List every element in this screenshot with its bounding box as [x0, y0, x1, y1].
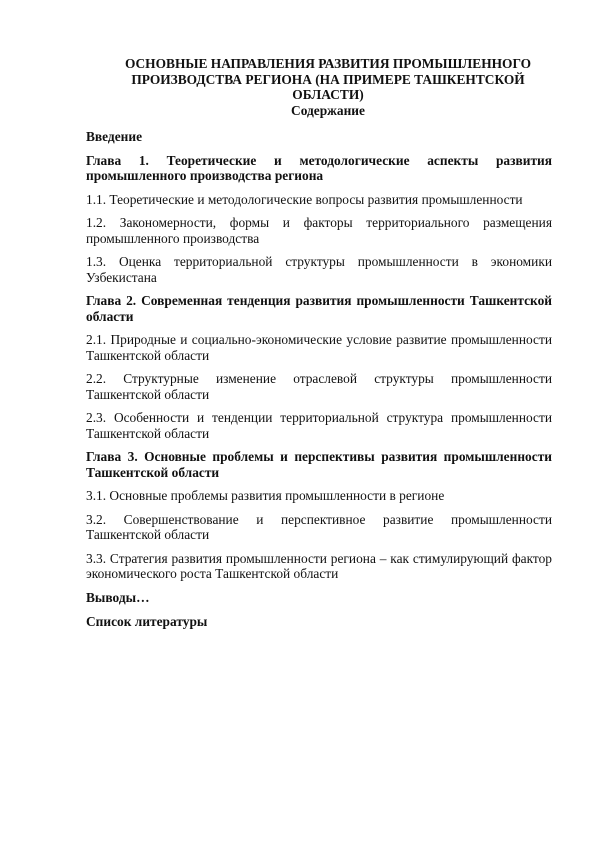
- toc-entry-2-1: 2.1. Природные и социально-экономические условие развитие промышленности Ташкентской области: [86, 332, 552, 363]
- toc-entry-3-1: 3.1. Основные проблемы развития промышленности в регионе: [86, 488, 445, 503]
- toc-entry-conclusions: Выводы…: [86, 589, 150, 605]
- document-page: [86, 56, 552, 638]
- toc-entry-1-1: 1.1. Теоретические и методологические вопросы развития промышленности: [86, 191, 523, 207]
- toc-entry-chapter-2: Глава 2. Современная тенденция развития промышленности Ташкентской области: [86, 293, 552, 324]
- toc-entry-2-2: 2.2. Структурные изменение отраслевой структуры промышленности Ташкентской области: [86, 371, 552, 402]
- toc-entry-1-2: 1.2. Закономерности, формы и факторы территориального размещения промышленного производства: [86, 215, 552, 246]
- toc-entry-3-2: 3.2. Совершенствование и перспективное развитие промышленности Ташкентской области: [86, 511, 552, 542]
- toc-entry-introduction: Введение: [86, 129, 143, 144]
- document-title: ОСНОВНЫЕ НАПРАВЛЕНИЯ РАЗВИТИЯ ПРОМЫШЛЕННОГО ПРОИЗВОДСТВА РЕГИОНА (НА ПРИМЕРЕ ТАШКЕНТСКОЙ ОБЛАСТИ): [124, 56, 532, 102]
- toc-entry-1-3: 1.3. Оценка территориальной структуры промышленности в экономики Узбекистана: [86, 254, 552, 285]
- toc-entry-references: Список литературы: [86, 614, 208, 629]
- toc-entry-chapter-1: Глава 1. Теоретические и методологические аспекты развития промышленного производства региона: [86, 152, 552, 183]
- contents-heading: Содержание: [291, 102, 365, 118]
- toc-entry-3-3: 3.3. Стратегия развития промышленности региона – как стимулирующий фактор экономического роста Ташкентской области: [86, 550, 552, 581]
- toc-entry-chapter-3: Глава 3. Основные проблемы и перспективы развития промышленности Ташкентской области: [86, 449, 552, 480]
- toc-entry-2-3: 2.3. Особенности и тенденции территориальной структура промышленности Ташкентской области: [86, 410, 552, 441]
